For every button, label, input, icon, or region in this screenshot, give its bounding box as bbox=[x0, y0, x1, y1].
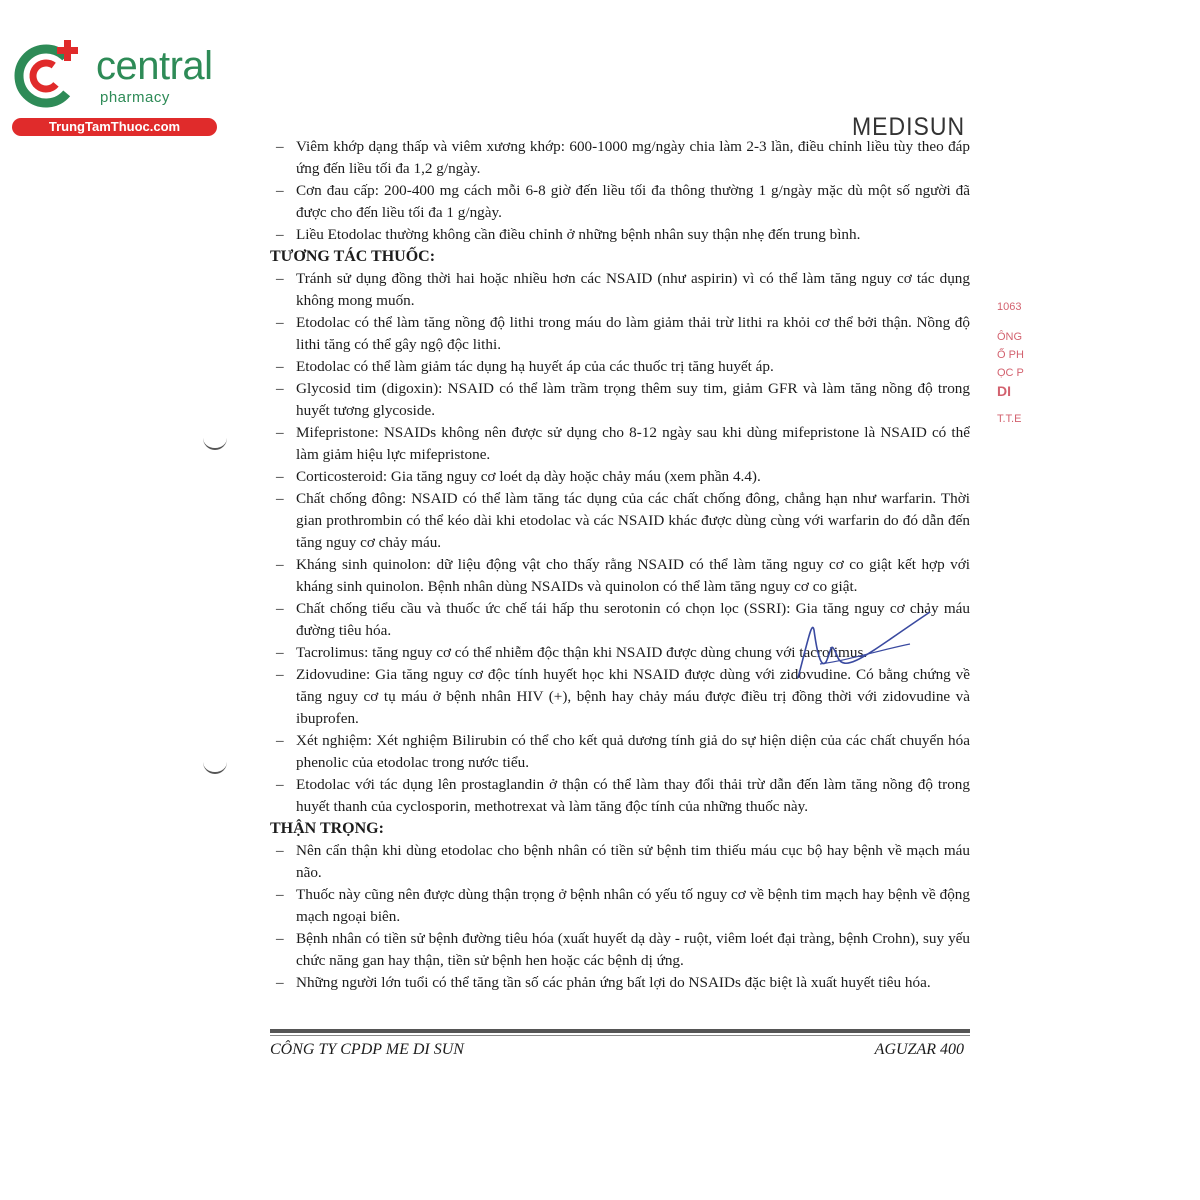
list-item: – Etodolac có thể làm giảm tác dụng hạ huyết áp của các thuốc trị tăng huyết áp. bbox=[270, 356, 970, 378]
list-item: – Chất chống đông: NSAID có thể làm tăng tác dụng của các chất chống đông, chẳng hạn như warfarin. Thời gian prothrombin có thể kéo dài khi etodolac và các NSAID khác được dùng cùng với warfarin do đó dẫn đến tăng nguy cơ chảy máu. bbox=[270, 488, 970, 554]
footer-rule bbox=[270, 1029, 970, 1033]
stamp-line: T.T.E bbox=[997, 413, 1022, 425]
list-item: – Thuốc này cũng nên được dùng thận trọng ở bệnh nhân có yếu tố nguy cơ về bệnh tim mạch hay bệnh về động mạch ngoại biên. bbox=[270, 884, 970, 928]
stamp-line: ÔNG bbox=[997, 331, 1023, 343]
punch-hole bbox=[203, 436, 227, 450]
signature bbox=[790, 600, 940, 690]
list-item: – Kháng sinh quinolon: dữ liệu động vật cho thấy rằng NSAID có thể làm tăng nguy cơ co giật kết hợp với kháng sinh quinolon. Bệnh nhân dùng NSAIDs và quinolon có thể làm tăng nguy cơ co giật. bbox=[270, 554, 970, 598]
central-logo-icon bbox=[10, 36, 90, 116]
list-item: – Mifepristone: NSAIDs không nên được sử dụng cho 8-12 ngày sau khi dùng mifepristone là NSAID có thể làm giảm hiệu lực mifepristone. bbox=[270, 422, 970, 466]
logo-url[interactable]: TrungTamThuoc.com bbox=[12, 118, 217, 136]
medisun-brand: MEDISUN bbox=[852, 111, 966, 141]
punch-hole bbox=[203, 760, 227, 774]
section-heading: THẬN TRỌNG: bbox=[270, 820, 384, 837]
stamp-line: 1063 bbox=[997, 301, 1022, 313]
list-item: – Nên cẩn thận khi dùng etodolac cho bệnh nhân có tiền sử bệnh tim thiếu máu cục bộ hay bệnh về mạch máu não. bbox=[270, 840, 970, 884]
logo-sub: pharmacy bbox=[100, 89, 170, 106]
list-item: – Viêm khớp dạng thấp và viêm xương khớp: 600-1000 mg/ngày chia làm 2-3 lần, điều chỉnh liều tùy theo đáp ứng đến liều tối đa 1,2 g/ngày. bbox=[270, 136, 970, 180]
footer-rule-thin bbox=[270, 1035, 970, 1036]
section-heading: TƯƠNG TÁC THUỐC: bbox=[270, 248, 436, 265]
red-stamp bbox=[997, 298, 1027, 448]
list-item: – Cơn đau cấp: 200-400 mg cách mỗi 6-8 giờ đến liều tối đa thông thường 1 g/ngày mặc dù một số người đã được cho đến liều tối đa 1 g/ngày. bbox=[270, 180, 970, 224]
list-item: – Tránh sử dụng đồng thời hai hoặc nhiều hơn các NSAID (như aspirin) vì có thể làm tăng nguy cơ tác dụng không mong muốn. bbox=[270, 268, 970, 312]
stamp-line: DI bbox=[997, 383, 1011, 399]
list-item: – Tacrolimus: tăng nguy cơ có thể nhiễm độc thận khi NSAID được dùng chung với tacrolimus. bbox=[270, 642, 970, 664]
footer-product: AGUZAR 400 bbox=[874, 1041, 964, 1058]
central-pharmacy-logo[interactable] bbox=[10, 36, 225, 140]
list-item: – Xét nghiệm: Xét nghiệm Bilirubin có thể cho kết quả dương tính giả do sự hiện diện của các chất chuyển hóa phenolic của etodolac trong nước tiểu. bbox=[270, 730, 970, 774]
list-item: – Corticosteroid: Gia tăng nguy cơ loét dạ dày hoặc chảy máu (xem phần 4.4). bbox=[270, 466, 970, 488]
list-item: – Chất chống tiểu cầu và thuốc ức chế tái hấp thu serotonin có chọn lọc (SSRI): Gia tăng nguy cơ chảy máu đường tiêu hóa. bbox=[270, 598, 970, 642]
stamp-line: Ố PH bbox=[997, 349, 1024, 361]
footer-company: CÔNG TY CPDP ME DI SUN bbox=[270, 1041, 464, 1058]
stamp-line: ỌC P bbox=[997, 367, 1024, 379]
list-item: – Etodolac với tác dụng lên prostaglandin ở thận có thể làm thay đổi thải trừ dẫn đến làm tăng nồng độ trong huyết thanh của cyclosporin, methotrexat và làm tăng độc tính của những thuốc này. bbox=[270, 774, 970, 818]
document-body bbox=[270, 136, 970, 994]
list-item: – Zidovudine: Gia tăng nguy cơ độc tính huyết học khi NSAID được dùng với zidovudine. Có bằng chứng về tăng nguy cơ tụ máu ở bệnh nhân HIV (+), bệnh hay chảy máu được điều trị đồng thời với zidovudine và ibuprofen. bbox=[270, 664, 970, 730]
list-item: – Glycosid tim (digoxin): NSAID có thể làm trầm trọng thêm suy tim, giảm GFR và làm tăng nồng độ trong huyết tương glycoside. bbox=[270, 378, 970, 422]
list-item: – Etodolac có thể làm tăng nồng độ lithi trong máu do làm giảm thải trừ lithi ra khỏi cơ thể bởi thận. Nồng độ lithi tăng có thể gây ngộ độc lithi. bbox=[270, 312, 970, 356]
list-item: – Liều Etodolac thường không cần điều chỉnh ở những bệnh nhân suy thận nhẹ đến trung bình. bbox=[270, 224, 970, 246]
logo-name: central bbox=[96, 44, 213, 88]
list-item: – Những người lớn tuổi có thể tăng tần số các phản ứng bất lợi do NSAIDs đặc biệt là xuất huyết tiêu hóa. bbox=[270, 972, 970, 994]
list-item: – Bệnh nhân có tiền sử bệnh đường tiêu hóa (xuất huyết dạ dày - ruột, viêm loét đại tràng, bệnh Crohn), suy yếu chức năng gan hay thận, tiền sử bệnh hen hoặc các bệnh dị ứng. bbox=[270, 928, 970, 972]
